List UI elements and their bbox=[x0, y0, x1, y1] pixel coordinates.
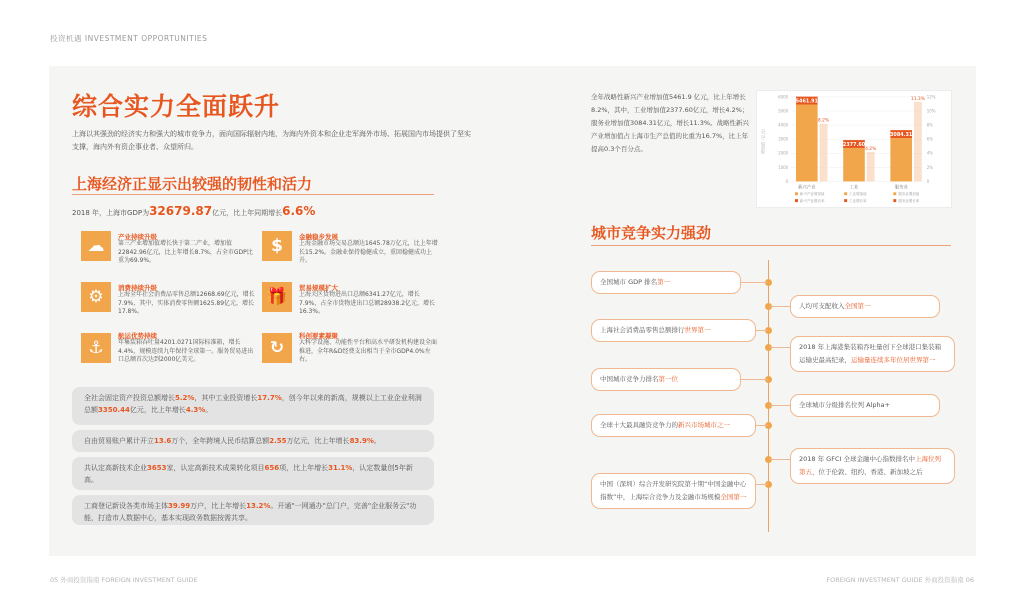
section-title-economy: 上海经济正显示出较强的韧性和活力 bbox=[72, 175, 313, 193]
legend-swatch bbox=[795, 192, 798, 195]
footer-right: FOREIGN INVESTMENT GUIDE 外商投资指南 06 bbox=[826, 576, 974, 584]
gear-cloud-icon: ☁ bbox=[81, 231, 111, 261]
section-title-competitiveness: 城市竞争实力强劲 bbox=[591, 224, 712, 242]
y2-tick-label: 10% bbox=[926, 108, 936, 114]
x-tick-label: 服务业 bbox=[894, 185, 908, 191]
legend-swatch bbox=[893, 199, 896, 202]
y-tick-label: 0 bbox=[785, 178, 789, 184]
legend-label: 服务业增长率 bbox=[898, 199, 920, 204]
ship-icon: ⚓ bbox=[81, 333, 111, 363]
y2-tick-label: 8% bbox=[926, 122, 933, 128]
timeline-connector bbox=[756, 484, 768, 485]
y-tick-label: 4000 bbox=[778, 122, 789, 128]
item-title: 贸易规模扩大 bbox=[299, 284, 338, 292]
timeline-connector bbox=[756, 330, 768, 331]
timeline-connector bbox=[741, 379, 768, 380]
timeline-item: 全球十大最具融资竞争力的新兴市场城市之一 bbox=[591, 414, 756, 437]
timeline-item: 全国城市 GDP 排名第一 bbox=[591, 271, 741, 294]
y2-tick-label: 4% bbox=[926, 150, 933, 156]
section-divider bbox=[72, 194, 434, 195]
x-tick-label: 工业 bbox=[849, 185, 859, 191]
item-text: 上海关区货物进出口总额6341.27亿元，增长7.9%，占全市货物进出口总额28938.2亿元，增长16.3%。 bbox=[299, 291, 436, 316]
timeline-connector bbox=[769, 405, 790, 406]
legend-label: 工业增长率 bbox=[849, 199, 867, 204]
legend-swatch bbox=[844, 192, 847, 195]
refresh-icon: ↻ bbox=[262, 333, 292, 363]
timeline-item: 人均可支配收入全国第一 bbox=[790, 295, 940, 318]
legend-label: 新兴产业增加值 bbox=[799, 192, 825, 197]
bar-value-label: 2377.60 bbox=[842, 141, 866, 148]
timeline-item: 2018 年上海港集装箱吞吐量创下全球港口集装箱运输史最高纪录，运输量连续多年位居世界第一 bbox=[790, 336, 955, 372]
section-divider bbox=[591, 245, 951, 246]
timeline-connector bbox=[741, 282, 768, 283]
item-title: 消费持续升级 bbox=[118, 284, 157, 292]
item-text: 上海全年社会消费品零售总额12668.69亿元，增长7.9%，其中，实体消费零售额1625.89亿元，增长17.8%。 bbox=[118, 291, 255, 316]
item-text: 上海金融市场交易总额达1645.78万亿元，比上年增长15.2%。金融业保持稳健成立，重回稳健成功上升。 bbox=[299, 240, 438, 265]
bar-value-label: 5461.91 bbox=[795, 98, 818, 105]
intro-text: 上海以其强劲的经济实力和强大的城市竞争力，面向国际辐射内地，为海内外资本和企业走军海外市场、拓展国内市场提供了坚实支撑，海内外有资企事业者、众望所归。 bbox=[72, 130, 471, 151]
footer-left: 05 外商投资指南 FOREIGN INVESTMENT GUIDE bbox=[50, 576, 198, 584]
gdp-prefix: 2018 年，上海市GDP为 bbox=[72, 209, 150, 217]
legend-swatch bbox=[844, 199, 847, 202]
item-title: 金融稳步发展 bbox=[299, 233, 338, 241]
y2-tick-label: 12% bbox=[926, 94, 936, 100]
gdp-growth: 6.6% bbox=[282, 204, 316, 218]
growth-bar bbox=[914, 102, 922, 182]
y-tick-label: 5000 bbox=[778, 108, 789, 114]
y2-tick-label: 6% bbox=[926, 136, 933, 142]
item-title: 航运优势持续 bbox=[118, 332, 157, 340]
legend-label: 新兴产业增长率 bbox=[799, 199, 825, 204]
stat-bar: 共认定高新技术企业3653家，认定高新技术成果转化项目656项，比上年增长31.1%，认定数量创5年新高。 bbox=[72, 457, 434, 490]
y-tick-label: 1000 bbox=[778, 164, 789, 170]
growth-label: 8.2% bbox=[817, 118, 830, 124]
timeline-item: 中国（深圳）综合开发研究院第十期“中国金融中心指数”中，上海综合竞争力及金融市场规模全国第一 bbox=[591, 473, 756, 509]
page-title: 综合实力全面跃升 bbox=[72, 92, 281, 121]
legend-label: 工业增加值 bbox=[849, 192, 867, 197]
timeline-item: 上海社会消费品零售总额排行世界第一 bbox=[591, 319, 756, 342]
emerging-industry-text: 全年战略性新兴产业增加值5461.9 亿元，比上年增长8.2%，其中，工业增加值2377.60亿元，增长4.2%；服务业增加值3084.31亿元，增长11.3%。战略性新兴产业增加值占上海市生产总值的比重为16.7%，比上年提高0.3个百分点。 bbox=[591, 93, 750, 153]
growth-label: 4.2% bbox=[865, 146, 877, 152]
legend-label: 服务业增加值 bbox=[898, 192, 920, 197]
timeline-item: 中国城市竞争力排名第一位 bbox=[591, 368, 741, 391]
gdp-value: 32679.87 bbox=[149, 204, 213, 218]
legend-swatch bbox=[893, 192, 896, 195]
y-tick-label: 2000 bbox=[778, 150, 789, 156]
item-text: 第三产业增加值增长快于第二产业，增加值22842.96亿元，比上年增长8.7%，占全市GDP比重为69.9%。 bbox=[118, 240, 253, 265]
stat-bar: 工商登记新设各类市场主体39.99万户，比上年增长13.2%。开通"一网通办"总门户，完善"企业服务云"功能，打造市人数据中心，基本实现政务数据按需共享。 bbox=[72, 495, 434, 525]
timeline-connector bbox=[769, 347, 790, 348]
item-title: 产业持续升级 bbox=[118, 233, 157, 241]
stat-bar: 自由贸易账户累计开立13.6万个，全年跨境人民币结算总额2.55万亿元，比上年增长83.9%。 bbox=[72, 430, 434, 452]
item-text: 年集装箱吞吐量4201.0271国际标准箱，增长4.4%，规模连续九年保持全球第一。服务贸易进出口总额首次达到2000亿美元。 bbox=[118, 339, 254, 364]
timeline-line bbox=[768, 260, 769, 532]
growth-bar bbox=[867, 152, 875, 182]
bar bbox=[890, 138, 912, 181]
industry-chart bbox=[756, 90, 952, 208]
item-text: 大科学设施、功能性平台和高水平研发机构建设全面推进，全年R&D经费支出相当于全市GDP4.0%左右。 bbox=[299, 339, 438, 364]
gift-icon: 🎁 bbox=[262, 282, 292, 312]
gdp-mid: 亿元，比上年同期增长 bbox=[212, 209, 283, 217]
bar bbox=[843, 148, 865, 182]
dollar-icon: $ bbox=[262, 231, 292, 261]
gear-icon: ⚙ bbox=[81, 282, 111, 312]
growth-label: 11.3% bbox=[910, 96, 925, 102]
page-header: 投资机遇 INVESTMENT OPPORTUNITIES bbox=[50, 34, 208, 43]
y-tick-label: 6000 bbox=[778, 94, 789, 100]
stat-bar: 全社会固定资产投资总额增长5.2%，其中工业投资增长17.7%，创今年以来的新高，规模以上工业企业利润总额3350.44亿元，比上年增长4.3%。 bbox=[72, 387, 434, 425]
timeline-connector bbox=[769, 459, 790, 460]
timeline-connector bbox=[769, 306, 790, 307]
bar-value-label: 3084.31 bbox=[890, 132, 913, 139]
y2-tick-label: 2% bbox=[926, 164, 933, 170]
legend-swatch bbox=[795, 199, 798, 202]
growth-bar bbox=[820, 124, 828, 182]
x-tick-label: 新兴产业 bbox=[798, 185, 816, 191]
y-axis-label: 增加值（亿元） bbox=[760, 126, 766, 154]
item-title: 科创要素凝聚 bbox=[299, 332, 338, 340]
timeline-connector bbox=[756, 425, 768, 426]
y2-tick-label: 0 bbox=[926, 178, 930, 184]
timeline-item: 全球城市分级排名位列 Alpha+ bbox=[790, 394, 940, 417]
gdp-line bbox=[72, 204, 315, 218]
y-tick-label: 3000 bbox=[778, 136, 789, 142]
bar bbox=[796, 104, 818, 181]
timeline-item: 2018 年 GFCI 全球金融中心指数排名中上海位列第五，位于伦敦、纽约、香港、新加坡之后 bbox=[790, 448, 955, 484]
